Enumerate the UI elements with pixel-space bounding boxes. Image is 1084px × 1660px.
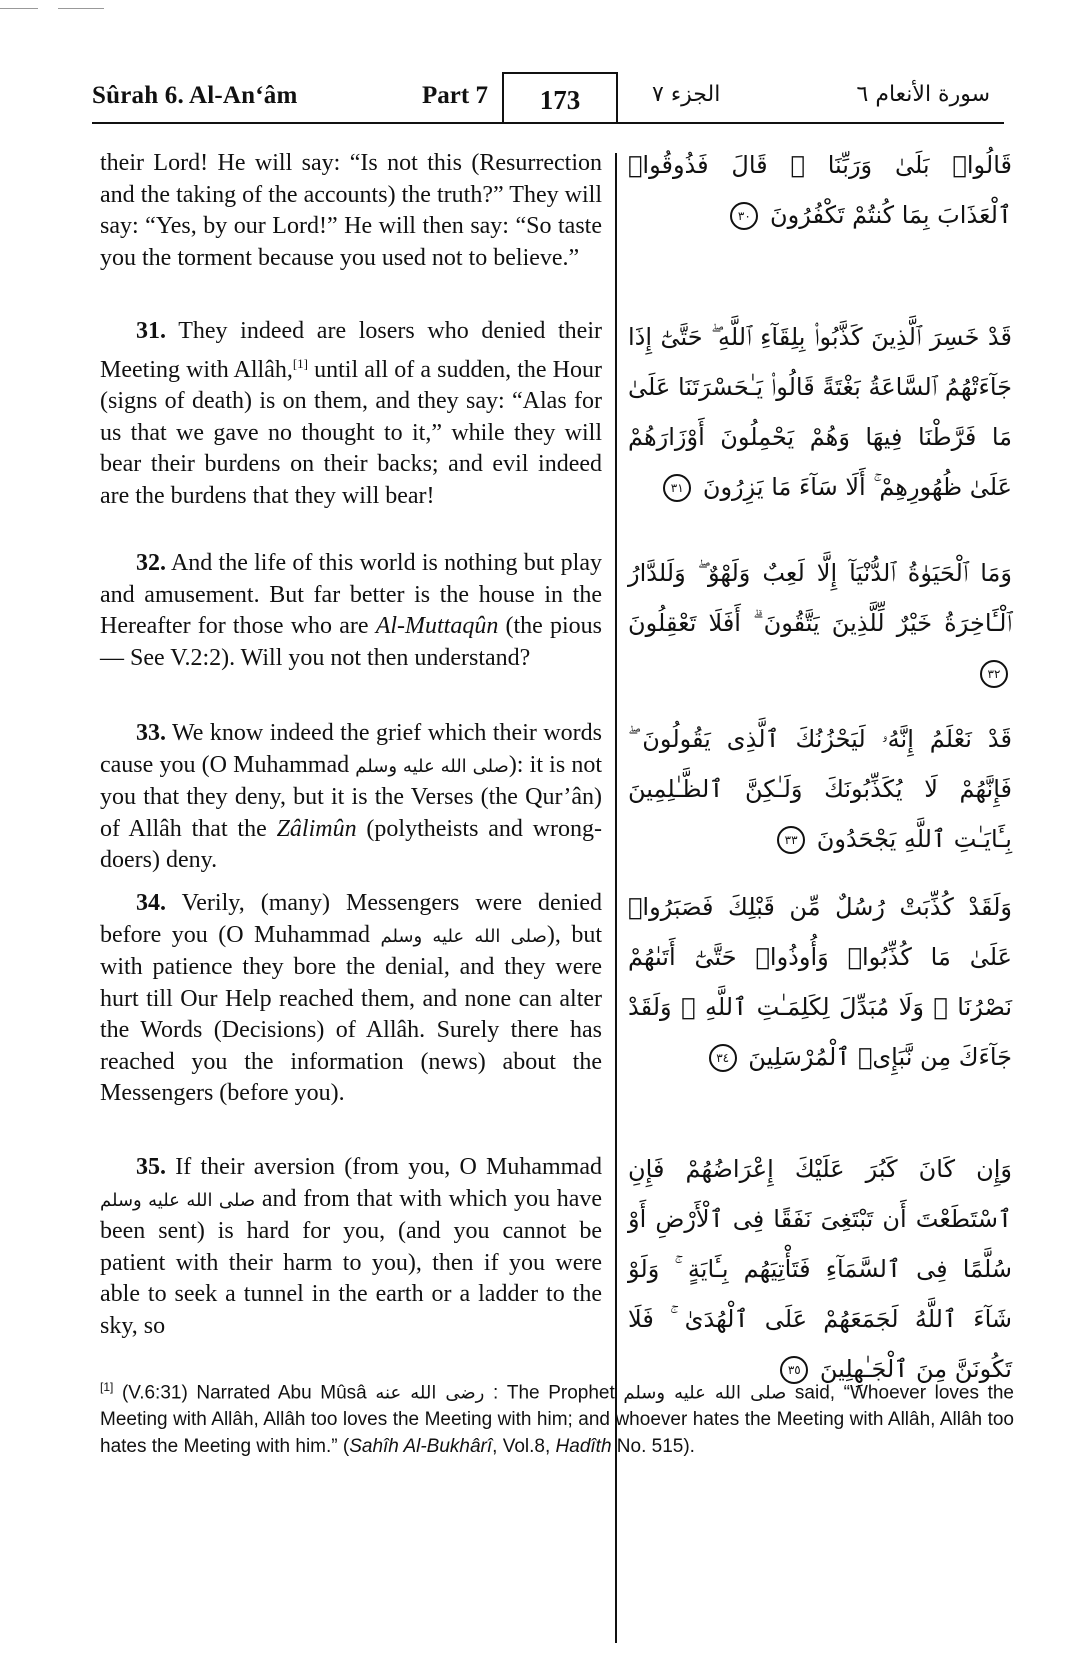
scan-mark — [58, 8, 104, 9]
verse-number: 34. — [136, 890, 166, 916]
verse-text: ): it is not you that they deny, but it is the Verses (the Qur’ân) of Allâh that the — [100, 751, 602, 842]
header-rule — [92, 122, 1004, 124]
verse-italic-term: Zâlimûn — [276, 815, 357, 842]
juz-arabic: الجزء ٧ — [652, 82, 721, 107]
verse-33-translation — [100, 718, 602, 877]
arabic-text: وَلَقَدْ كُذِّبَتْ رُسُلٌ مِّن قَبْلِكَ فَصَبَرُوا۟ عَلَىٰ مَا كُذِّبُوا۟ وَأُوذُوا۟ حَتَّىٰٓ أَتَىٰهُمْ نَصْرُنَا ۚ وَلَا مُبَدِّلَ لِكَلِمَـٰتِ ٱللَّهِ ۚ وَلَقَدْ جَآءَكَ مِن نَّبَإِى۟ ٱلْمُرْسَلِينَ — [628, 893, 1012, 1071]
arabic-text: وَإِن كَانَ كَبُرَ عَلَيْكَ إِعْرَاضُهُمْ فَإِنِ ٱسْتَطَعْتَ أَن تَبْتَغِىَ نَفَقًا فِى ٱلْأَرْضِ أَوْ سُلَّمًا فِى ٱلسَّمَآءِ فَتَأْتِيَهُم بِـَٔايَةٍ ۚ وَلَوْ شَآءَ ٱللَّهُ لَجَمَعَهُمْ عَلَى ٱلْهُدَىٰ ۚ فَلَا تَكُونَنَّ مِنَ ٱلْجَـٰهِلِينَ — [628, 1155, 1012, 1383]
verse-31-arabic — [628, 312, 1012, 512]
footnote — [100, 1374, 1014, 1460]
verse-text: ), but with patience they bore the denial, and they were hurt till Our Help reached them, and none can alter the Words (Decisions) of Allâh. Surely there has reached you the information (news) about the Messengers (before you). — [100, 921, 603, 1106]
footnote-marker: [1] — [100, 1380, 114, 1394]
arabic-text: قَالُوا۟ بَلَىٰ وَرَبِّنَا ۚ قَالَ فَذُوقُوا۟ ٱلْعَذَابَ بِمَا كُنتُمْ تَكْفُرُونَ — [628, 151, 1012, 229]
salutation-arabic: صلى الله عليه وسلم — [100, 1189, 256, 1211]
arabic-text: قَدْ خَسِرَ ٱلَّذِينَ كَذَّبُوا۟ بِلِقَآءِ ٱللَّهِ ۖ حَتَّىٰٓ إِذَا جَآءَتْهُمُ ٱلسَّاعَةُ بَغْتَةً قَالُوا۟ يَـٰحَسْرَتَنَا عَلَىٰ مَا فَرَّطْنَا فِيهَا وَهُمْ يَحْمِلُونَ أَوْزَارَهُمْ عَلَىٰ ظُهُورِهِمْ ۚ أَلَا سَآءَ مَا يَزِرُونَ — [628, 323, 1012, 501]
verse-30-arabic — [628, 140, 1012, 240]
verse-text: (polytheists and wrong-doers) deny. — [100, 815, 603, 873]
ayah-marker-icon: ٣١ — [663, 474, 691, 502]
verse-text: and from that with which you have been sent) is hard for you, (and you cannot be patient with their harm to you), then if you were able to seek a tunnel in the earth or a ladder to the sky, so — [100, 1185, 602, 1339]
footnote-text: (V.6:31) Narrated Abu Mûsâ — [113, 1382, 376, 1404]
ayah-marker-icon: ٣٠ — [730, 202, 758, 230]
page-header — [92, 72, 1004, 128]
verse-number: 31. — [136, 318, 166, 344]
surah-title: Sûrah 6. Al-An‘âm — [92, 82, 298, 109]
verse-text: (the pious — See V.2:2). Will you not then understand? — [100, 613, 602, 671]
arabic-text: قَدْ نَعْلَمُ إِنَّهُۥ لَيَحْزُنُكَ ٱلَّذِى يَقُولُونَ ۖ فَإِنَّهُمْ لَا يُكَذِّبُونَكَ وَلَـٰكِنَّ ٱلظَّـٰلِمِينَ بِـَٔايَـٰتِ ٱللَّهِ يَجْحَدُونَ — [628, 725, 1012, 853]
ayah-marker-icon: ٣٢ — [980, 660, 1008, 688]
verse-text: And the life of this world is nothing but play and amusement. But far better is the house in the Hereafter for those who are — [100, 550, 602, 639]
ayah-marker-icon: ٣٥ — [780, 1356, 808, 1384]
verse-text: We know indeed the grief which their words cause you (O Muhammad — [100, 720, 602, 778]
footnote-text: said, “Whoever loves the Meeting with Allâh, Allâh too loves the Meeting with him; and whoever hates the Meeting with Allâh, Allâh too hates the Meeting with him.” ( — [100, 1382, 1015, 1458]
verse-34-translation — [100, 888, 602, 1110]
verse-31-translation — [100, 316, 602, 512]
verse-32-translation — [100, 548, 602, 674]
footnote-source: Sahîh Al-Bukhârî — [349, 1436, 493, 1458]
footnote-ref[interactable]: [1] — [292, 355, 309, 371]
footnote-text: , Vol.8, — [492, 1436, 556, 1458]
verse-italic-term: Al-Muttaqûn — [375, 613, 499, 639]
page-number-box — [502, 72, 618, 124]
verse-34-arabic — [628, 882, 1012, 1082]
verse-text: until all of a sudden, the Hour (signs of death) is on them, and they say: “Alas for us that we gave no thought to it,” while they will bear their burdens on their backs; and evil indeed are the burdens that they will bear! — [100, 356, 602, 509]
verse-text: their Lord! He will say: “Is not this (Resurrection and the taking of the accounts) the truth?” They will say: “Yes, by our Lord!” He will then say: “So taste you the torment because you used not to believe.” — [100, 150, 602, 271]
footnote-text: No. 515). — [611, 1436, 695, 1458]
salutation-arabic: صلى الله عليه وسلم — [623, 1382, 787, 1404]
salutation-arabic: صلى الله عليه وسلم — [355, 755, 509, 777]
part-label: Part 7 — [422, 82, 488, 109]
footnote-text: : The Prophet — [484, 1382, 624, 1404]
salutation-arabic: صلى الله عليه وسلم — [380, 925, 547, 947]
verse-text: They indeed are losers who denied their Meeting with Allâh, — [100, 318, 602, 383]
ayah-marker-icon: ٣٤ — [709, 1044, 737, 1072]
salutation-arabic: رضى الله عنه — [375, 1382, 485, 1404]
verse-number: 35. — [136, 1154, 166, 1180]
verse-text: If their aversion (from you, O Muhammad — [175, 1154, 603, 1180]
verse-33-arabic — [628, 714, 1012, 864]
surah-title-arabic: سورة الأنعام ٦ — [856, 82, 990, 107]
verse-number: 33. — [136, 720, 166, 746]
verse-35-translation — [100, 1152, 602, 1342]
verse-30-translation — [100, 148, 602, 274]
verse-35-arabic — [628, 1144, 1012, 1394]
arabic-text: وَمَا ٱلْحَيَوٰةُ ٱلدُّنْيَآ إِلَّا لَعِبٌ وَلَهْوٌ ۖ وَلَلدَّارُ ٱلْـَٔاخِرَةُ خَيْرٌ لِّلَّذِينَ يَتَّقُونَ ۗ أَفَلَا تَعْقِلُونَ — [628, 559, 1012, 637]
verse-32-arabic — [628, 548, 1012, 698]
scan-mark — [0, 8, 38, 9]
verse-number: 32. — [136, 550, 166, 576]
ayah-marker-icon: ٣٣ — [777, 826, 805, 854]
footnote-hadith-label: Hadîth — [555, 1436, 612, 1458]
page-number: 173 — [539, 85, 581, 115]
verse-text: Verily, (many) Messengers were denied before you (O Muhammad — [100, 890, 602, 948]
